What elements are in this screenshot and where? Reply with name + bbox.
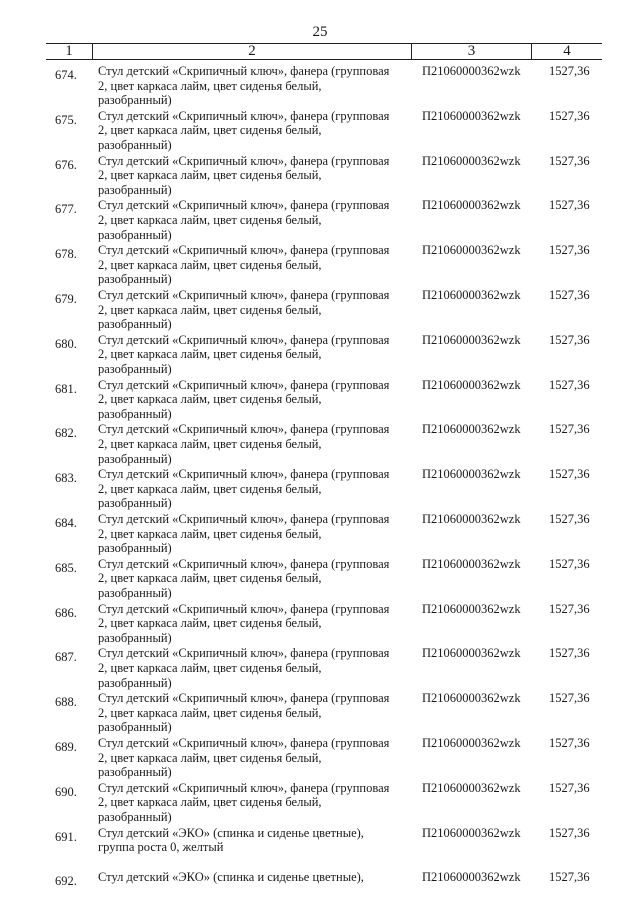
row-price: 1527,36: [549, 870, 590, 885]
row-code: П21060000362wzk: [422, 467, 521, 482]
row-price: 1527,36: [549, 377, 590, 392]
row-number: 684.: [55, 515, 77, 530]
row-number: 679.: [55, 291, 77, 306]
row-code: П21060000362wzk: [422, 556, 521, 571]
description-line: Стул детский «Скрипичный ключ», фанера (групповая: [98, 646, 390, 661]
row-price: 1527,36: [549, 735, 590, 750]
description-line: 2, цвет каркаса лайм, цвет сиденья белый,: [98, 526, 322, 541]
description-line: разобранный): [98, 496, 172, 511]
description-line: разобранный): [98, 93, 172, 108]
row-number: 685.: [55, 560, 77, 575]
row-code: П21060000362wzk: [422, 646, 521, 661]
description-line: Стул детский «ЭКО» (спинка и сиденье цветные),: [98, 870, 364, 885]
description-line: 2, цвет каркаса лайм, цвет сиденья белый,: [98, 616, 322, 631]
description-line: 2, цвет каркаса лайм, цвет сиденья белый,: [98, 212, 322, 227]
row-number: 692.: [55, 874, 77, 889]
row-price: 1527,36: [549, 422, 590, 437]
row-description: [98, 64, 413, 108]
description-line: разобранный): [98, 406, 172, 421]
row-code: П21060000362wzk: [422, 64, 521, 78]
description-line: разобранный): [98, 809, 172, 824]
description-line: Стул детский «Скрипичный ключ», фанера (групповая: [98, 691, 390, 706]
table-row: [0, 557, 640, 602]
row-description: [98, 691, 413, 735]
row-code: П21060000362wzk: [422, 198, 521, 213]
description-line: разобранный): [98, 585, 172, 600]
description-line: разобранный): [98, 675, 172, 690]
header-col-4: 4: [563, 43, 571, 59]
table-body: [0, 64, 640, 915]
description-line: 2, цвет каркаса лайм, цвет сиденья белый,: [98, 347, 322, 362]
description-line: 2, цвет каркаса лайм, цвет сиденья белый,: [98, 571, 322, 586]
row-description: [98, 512, 413, 556]
table-row: [0, 781, 640, 826]
table-row: [0, 288, 640, 333]
row-code: П21060000362wzk: [422, 332, 521, 347]
row-price: 1527,36: [549, 243, 590, 258]
table-row: [0, 378, 640, 423]
row-description: [98, 602, 413, 646]
row-description: [98, 736, 413, 780]
row-number: 687.: [55, 650, 77, 665]
description-line: 2, цвет каркаса лайм, цвет сиденья белый,: [98, 750, 322, 765]
row-price: 1527,36: [549, 511, 590, 526]
description-line: Стул детский «Скрипичный ключ», фанера (групповая: [98, 422, 390, 437]
row-number: 677.: [55, 202, 77, 217]
table-row: [0, 243, 640, 288]
row-code: П21060000362wzk: [422, 243, 521, 258]
row-code: П21060000362wzk: [422, 870, 521, 885]
row-description: [98, 154, 413, 198]
row-price: 1527,36: [549, 64, 590, 78]
description-line: разобранный): [98, 541, 172, 556]
description-line: Стул детский «Скрипичный ключ», фанера (групповая: [98, 467, 390, 482]
description-line: 2, цвет каркаса лайм, цвет сиденья белый,: [98, 302, 322, 317]
description-line: Стул детский «Скрипичный ключ», фанера (групповая: [98, 377, 390, 392]
row-number: 680.: [55, 336, 77, 351]
table-row: [0, 691, 640, 736]
table-row: [0, 602, 640, 647]
description-line: 2, цвет каркаса лайм, цвет сиденья белый,: [98, 705, 322, 720]
description-line: Стул детский «Скрипичный ключ», фанера (групповая: [98, 556, 390, 571]
row-price: 1527,36: [549, 332, 590, 347]
table-row: [0, 736, 640, 781]
table-row: [0, 467, 640, 512]
header-col-1: 1: [46, 44, 93, 59]
row-number: 690.: [55, 784, 77, 799]
description-line: разобранный): [98, 272, 172, 287]
row-number: 689.: [55, 739, 77, 754]
row-description: [98, 422, 413, 466]
description-line: 2, цвет каркаса лайм, цвет сиденья белый,: [98, 257, 322, 272]
description-line: разобранный): [98, 765, 172, 780]
description-line: Стул детский «Скрипичный ключ», фанера (групповая: [98, 735, 390, 750]
row-number: 676.: [55, 157, 77, 172]
row-description: [98, 288, 413, 332]
description-line: разобранный): [98, 317, 172, 332]
row-number: 688.: [55, 695, 77, 710]
table-row: [0, 64, 640, 109]
description-line: разобранный): [98, 182, 172, 197]
table-row: [0, 198, 640, 243]
table-row: [0, 333, 640, 378]
row-price: 1527,36: [549, 108, 590, 123]
row-description: [98, 467, 413, 511]
row-code: П21060000362wzk: [422, 287, 521, 302]
description-line: 2, цвет каркаса лайм, цвет сиденья белый,: [98, 436, 322, 451]
table-row: [0, 646, 640, 691]
row-description: [98, 243, 413, 287]
description-line: Стул детский «Скрипичный ключ», фанера (групповая: [98, 153, 390, 168]
table-header: [46, 43, 602, 60]
description-line: Стул детский «Скрипичный ключ», фанера (групповая: [98, 511, 390, 526]
row-description: [98, 870, 413, 885]
row-code: П21060000362wzk: [422, 691, 521, 706]
description-line: Стул детский «Скрипичный ключ», фанера (групповая: [98, 64, 390, 78]
row-number: 682.: [55, 426, 77, 441]
description-line: 2, цвет каркаса лайм, цвет сиденья белый,: [98, 481, 322, 496]
page-number: 25: [312, 24, 328, 40]
description-line: разобранный): [98, 451, 172, 466]
row-price: 1527,36: [549, 198, 590, 213]
row-description: [98, 826, 413, 855]
description-line: разобранный): [98, 227, 172, 242]
row-description: [98, 646, 413, 690]
description-line: группа роста 0, желтый: [98, 840, 224, 855]
row-price: 1527,36: [549, 601, 590, 616]
description-line: Стул детский «Скрипичный ключ», фанера (групповая: [98, 108, 390, 123]
row-code: П21060000362wzk: [422, 108, 521, 123]
row-description: [98, 198, 413, 242]
description-line: Стул детский «Скрипичный ключ», фанера (групповая: [98, 198, 390, 213]
row-price: 1527,36: [549, 691, 590, 706]
row-price: 1527,36: [549, 556, 590, 571]
table-row: [0, 826, 640, 871]
row-price: 1527,36: [549, 467, 590, 482]
row-description: [98, 378, 413, 422]
row-code: П21060000362wzk: [422, 735, 521, 750]
table-row: [0, 422, 640, 467]
description-line: 2, цвет каркаса лайм, цвет сиденья белый,: [98, 392, 322, 407]
row-code: П21060000362wzk: [422, 511, 521, 526]
row-code: П21060000362wzk: [422, 422, 521, 437]
row-price: 1527,36: [549, 780, 590, 795]
table-row: [0, 109, 640, 154]
description-line: разобранный): [98, 630, 172, 645]
row-description: [98, 557, 413, 601]
description-line: Стул детский «Скрипичный ключ», фанера (групповая: [98, 332, 390, 347]
description-line: 2, цвет каркаса лайм, цвет сиденья белый,: [98, 795, 322, 810]
row-number: 678.: [55, 247, 77, 262]
row-code: П21060000362wzk: [422, 153, 521, 168]
row-number: 674.: [55, 68, 77, 82]
description-line: Стул детский «Скрипичный ключ», фанера (групповая: [98, 287, 390, 302]
header-col-3: 3: [412, 44, 532, 59]
description-line: Стул детский «ЭКО» (спинка и сиденье цветные),: [98, 825, 364, 840]
row-description: [98, 109, 413, 153]
table-row: [0, 512, 640, 557]
row-price: 1527,36: [549, 287, 590, 302]
table-row: [0, 870, 640, 915]
description-line: Стул детский «Скрипичный ключ», фанера (групповая: [98, 601, 390, 616]
description-line: разобранный): [98, 137, 172, 152]
row-number: 681.: [55, 381, 77, 396]
description-line: 2, цвет каркаса лайм, цвет сиденья белый,: [98, 123, 322, 138]
description-line: разобранный): [98, 361, 172, 376]
description-line: 2, цвет каркаса лайм, цвет сиденья белый,: [98, 78, 322, 93]
row-price: 1527,36: [549, 825, 590, 840]
description-line: Стул детский «Скрипичный ключ», фанера (групповая: [98, 243, 390, 258]
row-code: П21060000362wzk: [422, 780, 521, 795]
row-description: [98, 781, 413, 825]
description-line: разобранный): [98, 720, 172, 735]
row-number: 686.: [55, 605, 77, 620]
row-price: 1527,36: [549, 153, 590, 168]
row-number: 691.: [55, 829, 77, 844]
row-code: П21060000362wzk: [422, 825, 521, 840]
description-line: Стул детский «Скрипичный ключ», фанера (групповая: [98, 780, 390, 795]
row-number: 675.: [55, 112, 77, 127]
description-line: 2, цвет каркаса лайм, цвет сиденья белый,: [98, 660, 322, 675]
row-code: П21060000362wzk: [422, 601, 521, 616]
description-line: 2, цвет каркаса лайм, цвет сиденья белый,: [98, 168, 322, 183]
row-number: 683.: [55, 471, 77, 486]
row-description: [98, 333, 413, 377]
table-row: [0, 154, 640, 199]
row-price: 1527,36: [549, 646, 590, 661]
header-col-2: 2: [93, 44, 412, 59]
row-code: П21060000362wzk: [422, 377, 521, 392]
